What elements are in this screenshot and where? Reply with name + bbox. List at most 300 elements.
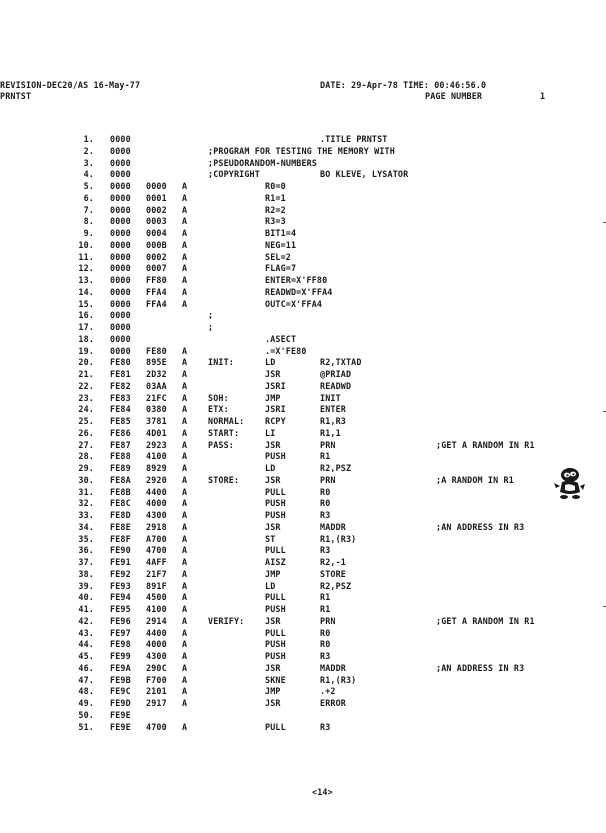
relocation-flag: A xyxy=(182,239,188,250)
line-number: 6. xyxy=(83,192,94,203)
object-code: 4500 xyxy=(146,592,167,603)
source-label: ;PSEUDORANDOM-NUMBERS xyxy=(208,157,318,168)
location-counter: FE95 xyxy=(110,604,131,614)
listing-line xyxy=(0,404,606,416)
source-opcode: R2=2 xyxy=(265,204,286,215)
location-counter: 0000 xyxy=(110,345,131,356)
listing-line xyxy=(0,228,606,240)
listing-line xyxy=(0,463,606,475)
object-code: 0001 xyxy=(146,192,167,203)
listing-line xyxy=(0,498,606,510)
relocation-flag: A xyxy=(182,286,188,297)
source-label: ; xyxy=(208,322,214,332)
line-number: 39. xyxy=(78,580,94,591)
line-number: 7. xyxy=(83,204,94,215)
location-counter: FE97 xyxy=(110,627,131,638)
source-operand: R1 xyxy=(320,592,331,603)
source-opcode: LD xyxy=(265,463,276,473)
source-opcode: LD xyxy=(265,580,276,591)
object-code: 4700 xyxy=(146,545,167,556)
object-code: 4100 xyxy=(146,451,167,462)
source-label: ; xyxy=(208,310,214,321)
source-operand: R3 xyxy=(320,510,331,520)
location-counter: FE96 xyxy=(110,615,131,626)
location-counter: 0000 xyxy=(110,157,131,168)
line-number: 9. xyxy=(83,228,94,238)
line-number: 17. xyxy=(78,322,94,332)
relocation-flag: A xyxy=(182,357,188,368)
listing-line xyxy=(0,675,606,687)
relocation-flag: A xyxy=(182,204,188,215)
source-label: SOH: xyxy=(208,392,229,403)
listing-line xyxy=(0,322,606,334)
source-opcode: PUSH xyxy=(265,639,286,650)
relocation-flag: A xyxy=(182,580,188,591)
relocation-flag: A xyxy=(182,557,188,567)
source-opcode: PULL xyxy=(265,486,286,497)
source-label: NORMAL: xyxy=(208,416,245,426)
source-label: INIT: xyxy=(208,357,234,368)
location-counter: FE87 xyxy=(110,439,131,450)
source-operand: R2,PSZ xyxy=(320,463,352,473)
listing-line xyxy=(0,451,606,463)
listing-line xyxy=(0,158,606,170)
relocation-flag: A xyxy=(182,263,188,274)
source-label: ;PROGRAM FOR TESTING THE MEMORY WITH xyxy=(208,145,395,156)
object-code: 2D32 xyxy=(146,369,167,379)
listing-line xyxy=(0,604,606,616)
location-counter: FE8A xyxy=(110,474,131,485)
listing-line xyxy=(0,698,606,710)
line-number: 50. xyxy=(78,709,94,720)
object-code: 4D01 xyxy=(146,427,167,438)
line-number: 43. xyxy=(78,627,94,638)
line-number: 46. xyxy=(78,662,94,673)
relocation-flag: A xyxy=(182,651,188,661)
listing-line xyxy=(0,240,606,252)
listing-line xyxy=(0,592,606,604)
relocation-flag: A xyxy=(182,545,188,556)
listing-line xyxy=(0,381,606,393)
listing-line xyxy=(0,557,606,569)
source-operand: BO KLEVE, LYSATOR xyxy=(320,169,409,180)
listing-line xyxy=(0,534,606,546)
location-counter: FE8F xyxy=(110,533,131,544)
source-opcode: JSR xyxy=(265,615,281,626)
location-counter: 0000 xyxy=(110,192,131,203)
relocation-flag: A xyxy=(182,439,188,450)
location-counter: FE8E xyxy=(110,521,131,532)
listing-line xyxy=(0,205,606,217)
line-number: 8. xyxy=(83,216,94,227)
relocation-flag: A xyxy=(182,510,188,520)
object-code: 4000 xyxy=(146,639,167,650)
source-operand: R1 xyxy=(320,451,331,462)
location-counter: 0000 xyxy=(110,275,131,285)
source-opcode: PULL xyxy=(265,721,286,732)
listing-line xyxy=(0,334,606,346)
line-number: 19. xyxy=(78,345,94,356)
assembly-listing xyxy=(0,134,606,733)
source-opcode: JSR xyxy=(265,369,281,379)
listing-line xyxy=(0,663,606,675)
listing-line xyxy=(0,616,606,628)
source-opcode: RCPY xyxy=(265,416,286,426)
object-code: 0002 xyxy=(146,204,167,215)
relocation-flag: A xyxy=(182,181,188,191)
source-operand: R1 xyxy=(320,604,331,614)
object-code: 8929 xyxy=(146,463,167,473)
location-counter: 0000 xyxy=(110,286,131,297)
source-opcode: SEL=2 xyxy=(265,251,291,262)
source-opcode: OUTC=X'FFA4 xyxy=(265,298,323,309)
line-number: 18. xyxy=(78,333,94,344)
relocation-flag: A xyxy=(182,615,188,626)
listing-line xyxy=(0,581,606,593)
object-code: 4700 xyxy=(146,721,167,732)
location-counter: FE80 xyxy=(110,357,131,368)
listing-line xyxy=(0,252,606,264)
location-counter: FE9D xyxy=(110,698,131,708)
source-operand: INIT xyxy=(320,392,341,403)
source-operand: R1,R3 xyxy=(320,416,346,426)
source-opcode: ST xyxy=(265,533,276,544)
listing-line xyxy=(0,393,606,405)
object-code: 0380 xyxy=(146,404,167,415)
source-comment: ;GET A RANDOM IN R1 xyxy=(436,615,535,626)
relocation-flag: A xyxy=(182,404,188,415)
object-code: 2917 xyxy=(146,698,167,708)
source-opcode: AISZ xyxy=(265,557,286,567)
source-opcode: JSR xyxy=(265,439,281,450)
listing-line xyxy=(0,369,606,381)
location-counter: 0000 xyxy=(110,251,131,262)
listing-line xyxy=(0,299,606,311)
source-opcode: PUSH xyxy=(265,451,286,462)
location-counter: FE98 xyxy=(110,639,131,650)
object-code: FF80 xyxy=(146,275,167,285)
location-counter: 0000 xyxy=(110,333,131,344)
relocation-flag: A xyxy=(182,721,188,732)
line-number: 30. xyxy=(78,474,94,485)
relocation-flag: A xyxy=(182,627,188,638)
source-opcode: JSR xyxy=(265,474,281,485)
line-number: 33. xyxy=(78,510,94,520)
relocation-flag: A xyxy=(182,427,188,438)
relocation-flag: A xyxy=(182,416,188,426)
line-number: 49. xyxy=(78,698,94,708)
header-date-time: DATE: 29-Apr-78 TIME: 00:46:56.0 xyxy=(320,80,487,90)
source-operand: @PRIAD xyxy=(320,369,352,379)
header-program: PRNTST xyxy=(0,91,32,101)
relocation-flag: A xyxy=(182,298,188,309)
location-counter: 0000 xyxy=(110,322,131,332)
relocation-flag: A xyxy=(182,251,188,262)
line-number: 10. xyxy=(78,239,94,250)
relocation-flag: A xyxy=(182,674,188,685)
line-number: 16. xyxy=(78,310,94,321)
location-counter: FE9E xyxy=(110,709,131,720)
line-number: 22. xyxy=(78,380,94,391)
cartoon-mascot-icon xyxy=(552,466,586,500)
source-operand: MADDR xyxy=(320,662,346,673)
source-operand: READWD xyxy=(320,380,352,391)
source-operand: .+2 xyxy=(320,686,336,697)
listing-line xyxy=(0,193,606,205)
location-counter: 0000 xyxy=(110,228,131,238)
line-number: 14. xyxy=(78,286,94,297)
object-code: F700 xyxy=(146,674,167,685)
source-opcode: JSR xyxy=(265,662,281,673)
listing-line xyxy=(0,487,606,499)
listing-line xyxy=(0,686,606,698)
listing-line xyxy=(0,710,606,722)
location-counter: FE9B xyxy=(110,674,131,685)
object-code: 891F xyxy=(146,580,167,591)
line-number: 40. xyxy=(78,592,94,603)
relocation-flag: A xyxy=(182,604,188,614)
source-operand: R2,TXTAD xyxy=(320,357,362,368)
object-code: 0002 xyxy=(146,251,167,262)
line-number: 41. xyxy=(78,604,94,614)
line-number: 29. xyxy=(78,463,94,473)
source-opcode: .=X'FE80 xyxy=(265,345,307,356)
object-code: 4300 xyxy=(146,651,167,661)
line-number: 24. xyxy=(78,404,94,415)
source-comment: ;A RANDOM IN R1 xyxy=(436,474,514,485)
location-counter: FE9A xyxy=(110,662,131,673)
source-operand: R1,1 xyxy=(320,427,341,438)
line-number: 51. xyxy=(78,721,94,732)
listing-line xyxy=(0,722,606,734)
location-counter: FE93 xyxy=(110,580,131,591)
relocation-flag: A xyxy=(182,463,188,473)
location-counter: FE99 xyxy=(110,651,131,661)
relocation-flag: A xyxy=(182,521,188,532)
source-comment: ;GET A RANDOM IN R1 xyxy=(436,439,535,450)
listing-line xyxy=(0,146,606,158)
source-operand: R2,-1 xyxy=(320,557,346,567)
listing-line xyxy=(0,134,606,146)
source-opcode: R1=1 xyxy=(265,192,286,203)
object-code: 0007 xyxy=(146,263,167,274)
location-counter: 0000 xyxy=(110,181,131,191)
source-operand: ENTER xyxy=(320,404,346,415)
source-opcode: PUSH xyxy=(265,498,286,509)
relocation-flag: A xyxy=(182,498,188,509)
listing-line xyxy=(0,545,606,557)
line-number: 32. xyxy=(78,498,94,509)
header-page-number: 1 xyxy=(540,91,546,101)
object-code: 2918 xyxy=(146,521,167,532)
line-number: 23. xyxy=(78,392,94,403)
line-number: 47. xyxy=(78,674,94,685)
source-label: START: xyxy=(208,427,240,438)
line-number: 37. xyxy=(78,557,94,567)
header-page-label: PAGE NUMBER xyxy=(425,91,483,101)
object-code: 3781 xyxy=(146,416,167,426)
location-counter: FE92 xyxy=(110,568,131,579)
source-comment: ;AN ADDRESS IN R3 xyxy=(436,521,525,532)
line-number: 11. xyxy=(78,251,94,262)
location-counter: 0000 xyxy=(110,263,131,274)
line-number: 2. xyxy=(83,145,94,156)
object-code: 4000 xyxy=(146,498,167,509)
object-code: 4400 xyxy=(146,486,167,497)
source-opcode: JSR xyxy=(265,521,281,532)
object-code: 2923 xyxy=(146,439,167,450)
listing-line xyxy=(0,651,606,663)
line-number: 48. xyxy=(78,686,94,697)
location-counter: 0000 xyxy=(110,310,131,321)
source-label: ;COPYRIGHT xyxy=(208,169,260,180)
source-opcode: ENTER=X'FF80 xyxy=(265,275,328,285)
location-counter: FE84 xyxy=(110,404,131,415)
object-code: 0000 xyxy=(146,181,167,191)
source-operand: R0 xyxy=(320,486,331,497)
source-operand: R3 xyxy=(320,651,331,661)
object-code: 03AA xyxy=(146,380,167,391)
source-opcode: PUSH xyxy=(265,510,286,520)
line-number: 12. xyxy=(78,263,94,274)
header-revision: REVISION-DEC20/AS 16-May-77 xyxy=(0,80,141,90)
line-number: 15. xyxy=(78,298,94,309)
listing-line xyxy=(0,357,606,369)
relocation-flag: A xyxy=(182,345,188,356)
source-operand: ERROR xyxy=(320,698,346,708)
source-opcode: JMP xyxy=(265,392,281,403)
relocation-flag: A xyxy=(182,228,188,238)
source-operand: .TITLE PRNTST xyxy=(320,134,388,144)
line-number: 28. xyxy=(78,451,94,462)
source-label: STORE: xyxy=(208,474,240,485)
source-opcode: SKNE xyxy=(265,674,286,685)
object-code: A700 xyxy=(146,533,167,544)
object-code: 4400 xyxy=(146,627,167,638)
object-code: FFA4 xyxy=(146,298,167,309)
object-code: 000B xyxy=(146,239,167,250)
source-opcode: PULL xyxy=(265,592,286,603)
line-number: 21. xyxy=(78,369,94,379)
source-operand: R0 xyxy=(320,639,331,650)
relocation-flag: A xyxy=(182,662,188,673)
object-code: 21FC xyxy=(146,392,167,403)
listing-line xyxy=(0,475,606,487)
relocation-flag: A xyxy=(182,639,188,650)
source-opcode: PUSH xyxy=(265,604,286,614)
relocation-flag: A xyxy=(182,533,188,544)
location-counter: 0000 xyxy=(110,239,131,250)
source-opcode: PUSH xyxy=(265,651,286,661)
source-operand: PRN xyxy=(320,439,336,450)
listing-line xyxy=(0,216,606,228)
line-number: 38. xyxy=(78,568,94,579)
object-code: FFA4 xyxy=(146,286,167,297)
listing-line xyxy=(0,522,606,534)
source-operand: R3 xyxy=(320,545,331,556)
line-number: 35. xyxy=(78,533,94,544)
source-opcode: JMP xyxy=(265,568,281,579)
relocation-flag: A xyxy=(182,192,188,203)
location-counter: FE94 xyxy=(110,592,131,603)
object-code: FE80 xyxy=(146,345,167,356)
line-number: 44. xyxy=(78,639,94,650)
object-code: 0004 xyxy=(146,228,167,238)
listing-line xyxy=(0,346,606,358)
source-opcode: PULL xyxy=(265,627,286,638)
listing-line xyxy=(0,416,606,428)
source-opcode: LD xyxy=(265,357,276,368)
relocation-flag: A xyxy=(182,592,188,603)
location-counter: FE88 xyxy=(110,451,131,462)
location-counter: 0000 xyxy=(110,216,131,227)
source-opcode: LI xyxy=(265,427,276,438)
source-opcode: R0=0 xyxy=(265,181,286,191)
object-code: 895E xyxy=(146,357,167,368)
listing-line xyxy=(0,440,606,452)
source-opcode: JSRI xyxy=(265,380,286,391)
location-counter: FE8D xyxy=(110,510,131,520)
object-code: 2920 xyxy=(146,474,167,485)
source-operand: PRN xyxy=(320,615,336,626)
location-counter: 0000 xyxy=(110,298,131,309)
location-counter: FE81 xyxy=(110,369,131,379)
listing-line xyxy=(0,310,606,322)
listing-line xyxy=(0,639,606,651)
source-operand: STORE xyxy=(320,568,346,579)
location-counter: FE9C xyxy=(110,686,131,697)
object-code: 4100 xyxy=(146,604,167,614)
line-number: 27. xyxy=(78,439,94,450)
relocation-flag: A xyxy=(182,568,188,579)
relocation-flag: A xyxy=(182,474,188,485)
source-operand: R1,(R3) xyxy=(320,533,357,544)
location-counter: 0000 xyxy=(110,134,131,144)
footer-page-marker: <14> xyxy=(312,787,333,797)
relocation-flag: A xyxy=(182,275,188,285)
location-counter: FE9E xyxy=(110,721,131,732)
source-opcode: R3=3 xyxy=(265,216,286,227)
line-number: 1. xyxy=(83,134,94,144)
object-code: 0003 xyxy=(146,216,167,227)
listing-line xyxy=(0,275,606,287)
source-operand: R1,(R3) xyxy=(320,674,357,685)
source-label: VERIFY: xyxy=(208,615,245,626)
location-counter: 0000 xyxy=(110,204,131,215)
line-number: 42. xyxy=(78,615,94,626)
location-counter: FE89 xyxy=(110,463,131,473)
line-number: 20. xyxy=(78,357,94,368)
source-opcode: JSR xyxy=(265,698,281,708)
line-number: 36. xyxy=(78,545,94,556)
object-code: 2914 xyxy=(146,615,167,626)
location-counter: FE8B xyxy=(110,486,131,497)
relocation-flag: A xyxy=(182,369,188,379)
location-counter: 0000 xyxy=(110,145,131,156)
relocation-flag: A xyxy=(182,451,188,462)
source-opcode: NEG=11 xyxy=(265,239,297,250)
source-opcode: PULL xyxy=(265,545,286,556)
source-opcode: JMP xyxy=(265,686,281,697)
location-counter: FE86 xyxy=(110,427,131,438)
source-opcode: FLAG=7 xyxy=(265,263,297,274)
source-opcode: .ASECT xyxy=(265,333,297,344)
source-opcode: READWD=X'FFA4 xyxy=(265,286,333,297)
line-number: 13. xyxy=(78,275,94,285)
relocation-flag: A xyxy=(182,216,188,227)
source-operand: R0 xyxy=(320,627,331,638)
listing-line xyxy=(0,569,606,581)
